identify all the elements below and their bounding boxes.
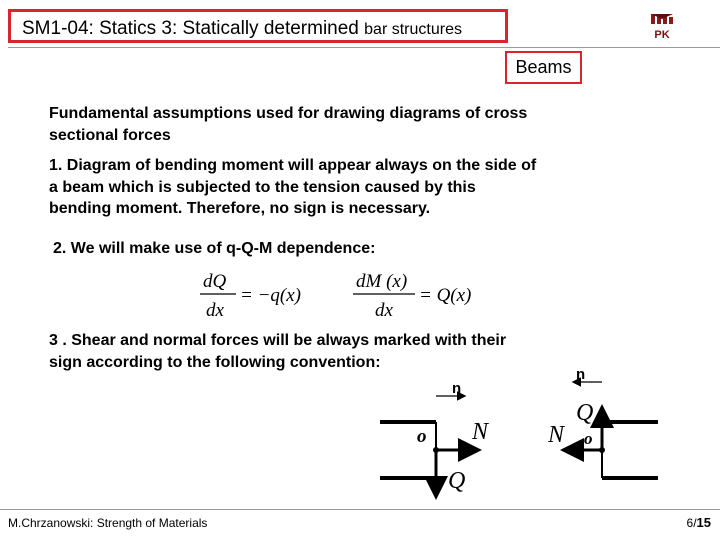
left-normal-label: n — [452, 380, 462, 397]
right-origin-label: o — [584, 429, 593, 448]
left-axial-force-label: N — [472, 419, 489, 445]
point-3-line: 3 . Shear and normal forces will be always marked with their — [49, 332, 507, 349]
title-box — [8, 9, 508, 43]
sign-convention-diagram — [370, 362, 670, 502]
footer-author: M.Chrzanowski: Strength of Materials — [8, 516, 208, 530]
title-tail: bar structures — [364, 21, 462, 38]
page-current: 6/ — [686, 516, 697, 530]
footer-rule — [0, 509, 720, 510]
point-3-line: sign according to the following convention: — [49, 353, 381, 371]
right-axial-force-label: N — [548, 422, 565, 448]
point-2-paragraph: 2. We will make use of q-Q-M dependence: — [53, 240, 376, 257]
slide-title — [22, 18, 462, 40]
eq2-right-side: = Q(x) — [419, 285, 472, 306]
eq1-numerator: dQ — [203, 271, 227, 292]
page-number — [687, 515, 711, 530]
university-logo — [649, 13, 675, 41]
left-origin-label: o — [417, 426, 427, 447]
header-rule — [8, 47, 720, 48]
intro-paragraph — [49, 103, 527, 146]
q-Q-M-equations — [190, 263, 510, 325]
eq2-denominator: dx — [375, 300, 393, 321]
left-beam-segment — [380, 422, 439, 478]
right-shear-force-label: Q — [576, 400, 594, 426]
intro-line: Fundamental assumptions used for drawing diagrams of cross — [49, 105, 528, 122]
title-main: SM1-04: Statics 3: Statically determined — [22, 18, 359, 39]
topic-label: Beams — [505, 51, 582, 84]
intro-line: sectional forces — [49, 126, 171, 144]
point-1-line: bending moment. Therefore, no sign is necessary. — [49, 200, 431, 217]
logo-text: PK — [654, 29, 670, 41]
right-beam-segment — [599, 422, 658, 478]
left-shear-force-label: Q — [448, 468, 466, 494]
eq1-right-side: = −q(x) — [240, 285, 301, 306]
page-total: 15 — [696, 515, 711, 530]
point-1-line: 1. Diagram of bending moment will appear always on the side of — [49, 157, 537, 174]
point-1-paragraph — [49, 155, 536, 220]
eq1-denominator: dx — [206, 300, 224, 321]
point-1-line: a beam which is subjected to the tension caused by this — [49, 178, 476, 196]
eq2-numerator: dM (x) — [356, 271, 408, 292]
right-normal-label: n — [576, 366, 586, 383]
